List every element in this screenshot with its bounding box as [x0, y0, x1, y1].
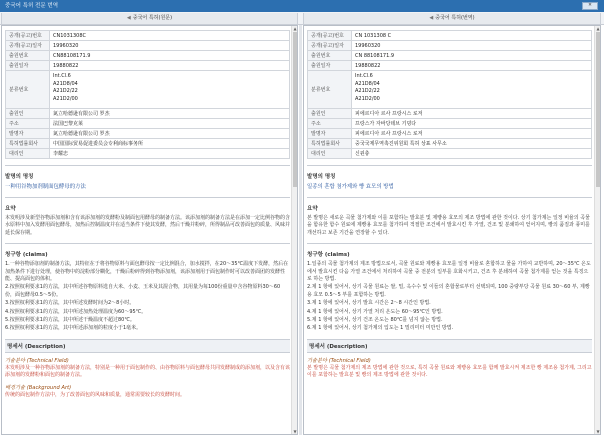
bib-value: 피에르디아 르사 프랑시스 로저 [352, 109, 592, 119]
abstract-text: 본 발명은 새로운 곡물 첨가제와 이를 포함하는 발효분 및 제빵용 효모의 제조 방법에 관한 것이다. 상기 첨가제는 일정 비율의 곡물을 함유한 함수 원료에 제빵용 효모를 첨가하여 적절한 조건에서 발효시킨 후 가열, 건조 및 분쇄하여 얻어지며, 빵의 품질과 풍미를 개선하고 보존 기간을 연장할 수 있다. [307, 215, 590, 236]
bib-key: 공개(공고)번호 [308, 31, 352, 41]
claim-item: 4.按照权利要求1的方法，其中所述加热处理温度为60～95℃。 [5, 308, 147, 315]
claim-item: 6.제 1 항에 있어서, 상기 첨가제의 입도는 1 밀리미터 미만인 방법. [307, 325, 454, 332]
bib-key: 분류번호 [6, 71, 50, 109]
abstract-label: 요약 [307, 206, 318, 212]
scroll-thumb[interactable] [293, 32, 297, 187]
bib-value: 中国国际贸易促进委员会专利商标事务所 [50, 139, 290, 149]
window-title: 중국어 특허 전문 번역 [5, 3, 59, 9]
technical-field-text: 本发明涉及一种谷物添加剂的制备方法，特别是一种用于面包制作的、由谷物原料与面包酵母共同发酵制成的添加剂，以及含有该添加剂的发酵粉和面包的制备方法。 [5, 364, 291, 379]
collapse-icon[interactable]: ◀ [429, 15, 434, 21]
claims-list [5, 261, 290, 333]
bib-value: 氮立哈德逊有限公司 罗杰 [50, 109, 290, 119]
bib-key: 대리인 [6, 149, 50, 159]
bib-value: 19960320 [352, 41, 592, 51]
claims-label: 청구항 (claims) [5, 252, 48, 259]
invention-title: 一种用谷物加剂制面包酵母的方法 [5, 184, 86, 190]
claim-item: 4.제 1 항에 있어서, 상기 가열 처리 온도는 60～95℃인 방법. [307, 308, 443, 315]
bib-value: 19880822 [50, 61, 290, 71]
bib-value: CN 88108171.9 [352, 51, 592, 61]
bib-row [6, 149, 290, 159]
background-art-label: 배경기술 (Background Art) [5, 384, 72, 391]
bib-row [308, 109, 592, 119]
abstract-text: 本发明涉及新型谷物添加剂和含有该添加剂的发酵粉及制面包用酵母的制备方法。该添加剂的制备方法是在添加一定比例谷物的含水原料中加入发酵用面包酵母，加热后控制温度并在适当条件下使其发酵，然后干燥并粉碎，所得制品可改善面包的质量、风味并延长保存期。 [5, 215, 291, 236]
bib-value: CN1031308C [50, 31, 290, 41]
scroll-down-icon[interactable]: ▼ [293, 429, 297, 434]
title-label: 발명의 명칭 [5, 174, 34, 180]
bib-row [308, 61, 592, 71]
bib-value: 프랑스가 자바당데브 기뎡다 [352, 119, 592, 129]
bib-row [6, 31, 290, 41]
bib-key: 출원번호 [308, 51, 352, 61]
left-pane-title: 중국어 특허(원문) [132, 15, 173, 21]
bib-value: Int.Cl.6 A21D8/04 A21D2/22 A21D2/00 [352, 71, 592, 109]
bib-row [308, 41, 592, 51]
description-label: 명세서 (Description) [307, 339, 592, 353]
claim-item: 2.按照权利要求1的方法，其中所述谷物原料选自大米、小麦、玉米及其混合物，其用量为每100份重量中含谷物原料30～60份，面包酵母0.5～5份。 [5, 284, 281, 298]
claim-item: 3.제 1 항에 있어서, 상기 발효 시간은 2～8 시간인 방법. [307, 300, 431, 307]
bib-value: 피에르디아 르사 프랑시스 로저 [352, 129, 592, 139]
bib-key: 특허법률회사 [6, 139, 50, 149]
left-pane-header[interactable] [1, 13, 298, 24]
invention-title: 일종의 혼합 첨가제와 빵 효모의 방법 [307, 184, 394, 190]
bibliographic-table [5, 30, 290, 159]
bib-row [308, 71, 592, 109]
right-pane-title: 중국어 특허(번역) [435, 15, 475, 21]
claim-item: 6.按照权利要求1的方法，其中所述添加剂的粒度小于1毫米。 [5, 325, 142, 332]
claim-item: 5.제 1 항에 있어서, 상기 건조 온도는 80℃를 넘지 않는 방법. [307, 317, 443, 324]
bib-row [6, 71, 290, 109]
abstract-label: 요약 [5, 206, 16, 212]
bib-key: 분류번호 [308, 71, 352, 109]
bibliographic-table [307, 30, 592, 159]
bib-row [6, 41, 290, 51]
bib-row [6, 109, 290, 119]
vertical-scrollbar[interactable] [291, 26, 297, 434]
claim-item: 2.제 1 항에 있어서, 상기 곡물 원료는 쌀, 밀, 옥수수 및 이들의 혼합물로부터 선택되며, 100 중량부당 곡물 원료 30～60 부, 제빵용 효모 0.5～5 부를 포함하는 방법. [307, 284, 590, 298]
bib-row [6, 51, 290, 61]
translated-text-pane[interactable] [303, 25, 601, 435]
collapse-icon[interactable]: ◀ [126, 15, 131, 21]
bib-row [6, 139, 290, 149]
scroll-up-icon[interactable]: ▲ [596, 26, 600, 31]
original-text-pane[interactable] [1, 25, 298, 435]
bib-row [308, 149, 592, 159]
description-label: 명세서 (Description) [5, 339, 290, 353]
claim-item: 1.일종의 곡물 첨가제의 제조 방법으로서, 곡물 원료와 제빵용 효모를 일정 비율로 혼합하고 물을 가하여 교반하며, 20～35℃ 온도에서 발효시킨 다음 가열 조건에서 처리하여 곡물 중 전분의 일부를 호화시키고, 건조 후 분쇄하여 곡물 첨가제를 얻는 것을 특징으로 하는 방법. [307, 261, 591, 283]
bib-key: 특허법률회사 [308, 139, 352, 149]
technical-field-label: 기술분야 (Technical Field) [307, 357, 371, 364]
bib-row [6, 129, 290, 139]
scroll-up-icon[interactable]: ▲ [293, 26, 297, 31]
bib-key: 공개(공고)번호 [6, 31, 50, 41]
bib-row [308, 129, 592, 139]
technical-field-label: 기술분야 (Technical Field) [5, 357, 69, 364]
bib-key: 발명자 [6, 129, 50, 139]
bib-value: 중국국제무역촉진위원회 특허 상표 사무소 [352, 139, 592, 149]
vertical-scrollbar[interactable] [594, 26, 600, 434]
bib-key: 출원인 [308, 109, 352, 119]
bib-key: 주소 [308, 119, 352, 129]
bib-key: 출원인 [6, 109, 50, 119]
bib-key: 출원일자 [6, 61, 50, 71]
bib-value: 氮立哈德逊有限公司 罗杰 [50, 129, 290, 139]
bib-key: 출원번호 [6, 51, 50, 61]
bib-row [308, 119, 592, 129]
title-label: 발명의 명칭 [307, 174, 336, 180]
bib-value: 法国巴黎克莱 [50, 119, 290, 129]
bib-value: 신윈충 [352, 149, 592, 159]
bib-row [308, 139, 592, 149]
technical-field-text: 본 발명은 곡물 첨가제의 제조 방법에 관한 것으로, 특히 곡물 원료와 제빵용 효모를 함께 발효시켜 제조한 빵 제조용 첨가제, 그리고 이를 포함하는 발효분 및 빵의 제조 방법에 관한 것이다. [307, 364, 592, 379]
claim-item: 5.按照权利要求1的方法，其中所述干燥温度不超过80℃。 [5, 317, 135, 324]
claims-list [307, 261, 592, 333]
bib-row [308, 51, 592, 61]
close-icon[interactable]: ✕ [582, 2, 598, 10]
scroll-down-icon[interactable]: ▼ [596, 429, 600, 434]
bib-row [6, 119, 290, 129]
right-pane-header[interactable] [303, 13, 601, 24]
bib-row [6, 61, 290, 71]
bib-key: 출원일자 [308, 61, 352, 71]
bib-value: CN 1031308 C [352, 31, 592, 41]
claim-item: 3.按照权利要求1的方法，其中所述发酵时间为2～8小时。 [5, 300, 135, 307]
bib-value: CN88108171.9 [50, 51, 290, 61]
bib-value: 19960320 [50, 41, 290, 51]
claims-label: 청구항 (claims) [307, 252, 350, 259]
bib-value: Int.Cl.6 A21D8/04 A21D2/22 A21D2/00 [50, 71, 290, 109]
background-art-text: 传统的面包制作方法中，为了改善面包的风味和质量，通常需要较长的发酵时间。 [5, 391, 186, 398]
bib-key: 대리인 [308, 149, 352, 159]
claim-item: 1.一种谷物添加剂的制备方法，其特征在于将谷物原料与面包酵母按一定比例混合，加水搅拌，在20～35℃温度下发酵，然后在加热条件下进行处理，使谷物中的淀粉部分糊化，干燥后粉碎得到谷物添加剂，该添加剂用于面包制作时可以改善面团的发酵性能、提高面包的体积。 [5, 261, 289, 283]
bib-value: 19880822 [352, 61, 592, 71]
bib-row [308, 31, 592, 41]
bib-key: 주소 [6, 119, 50, 129]
bib-value: 李耀忠 [50, 149, 290, 159]
bib-key: 공개(공고)일자 [6, 41, 50, 51]
window-titlebar [0, 0, 604, 12]
bib-key: 발명자 [308, 129, 352, 139]
scroll-thumb[interactable] [596, 32, 600, 187]
pane-splitter[interactable] [299, 25, 302, 435]
bib-key: 공개(공고)일자 [308, 41, 352, 51]
